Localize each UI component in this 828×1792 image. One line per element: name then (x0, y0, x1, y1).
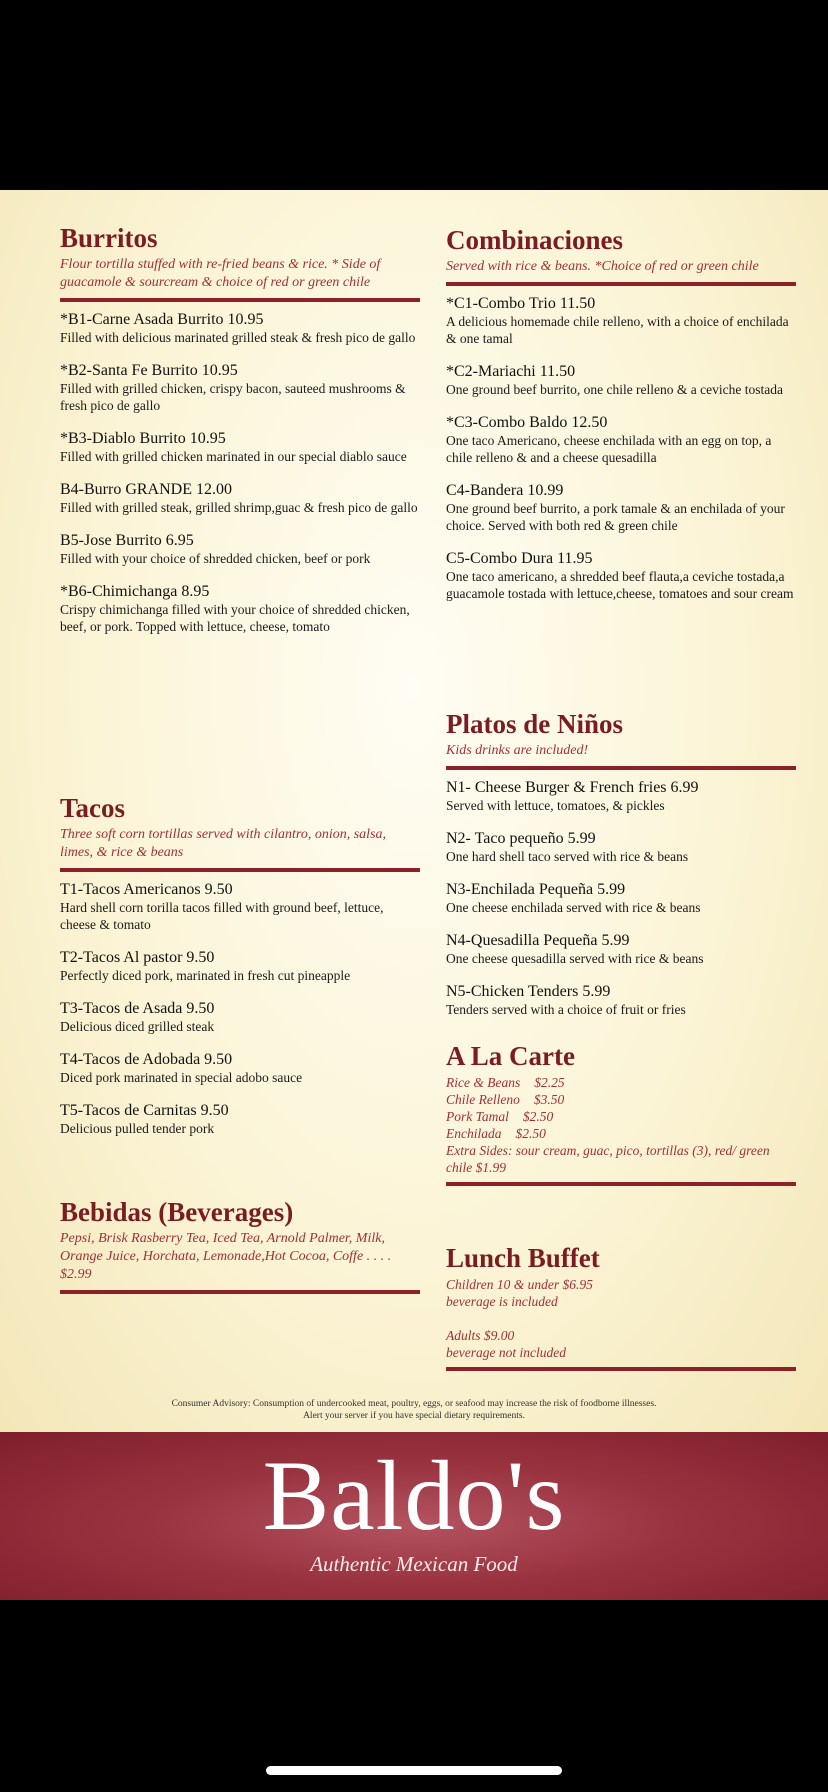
item-description: Filled with delicious marinated grilled steak & fresh pico de gallo (60, 330, 416, 345)
advisory-line: Consumer Advisory: Consumption of undercooked meat, poultry, eggs, or seafood may increase the risk of foodborne illnesses. (171, 1399, 657, 1409)
section-divider (446, 282, 796, 286)
ninos-items (446, 778, 796, 1018)
item-description: One hard shell taco served with rice & beans (446, 849, 689, 864)
item-price: 10.95 (201, 362, 238, 379)
section-divider (446, 1182, 796, 1186)
item-description: One cheese enchilada served with rice & beans (446, 900, 701, 915)
item-price: 9.50 (186, 949, 215, 966)
menu-item (60, 999, 420, 1035)
item-description: Delicious pulled tender pork (60, 1121, 215, 1136)
item-price: 10.95 (189, 430, 226, 447)
menu-item (446, 362, 796, 398)
menu-page (0, 190, 828, 1432)
item-name: *C1-Combo Trio (446, 295, 556, 312)
burritos-subtitle: Flour tortilla stuffed with re-fried beans & rice. * Side of guacamole & sourcream & choice of red or green chile (60, 257, 381, 290)
item-price: 12.50 (571, 414, 608, 431)
item-name: N1- Cheese Burger & French fries (446, 779, 667, 796)
alacarte-list (446, 1074, 796, 1176)
burritos-items (60, 310, 420, 635)
menu-item (446, 294, 796, 347)
item-name: T3-Tacos de Asada (60, 1000, 183, 1017)
alacarte-item (446, 1074, 796, 1091)
combinaciones-subtitle: Served with rice & beans. *Choice of red or green chile (446, 259, 759, 274)
item-name: Pork Tamal (446, 1109, 509, 1124)
item-name: N4-Quesadilla Pequeña (446, 932, 598, 949)
item-price: $2.25 (534, 1075, 565, 1090)
advisory-line: Alert your server if you have special dietary requirements. (303, 1411, 525, 1421)
item-price: $2.50 (515, 1126, 546, 1141)
burritos-section (60, 222, 420, 650)
item-name: *C2-Mariachi (446, 363, 536, 380)
menu-item (446, 880, 796, 916)
item-name: T2-Tacos Al pastor (60, 949, 183, 966)
menu-item (446, 931, 796, 967)
item-price: 9.50 (186, 1000, 215, 1017)
buffet-spacer (446, 1310, 796, 1327)
brand-tagline: Authentic Mexican Food (310, 1552, 518, 1576)
item-name: *B2-Santa Fe Burrito (60, 362, 198, 379)
item-name: N5-Chicken Tenders (446, 983, 579, 1000)
item-price: 11.50 (559, 295, 596, 312)
item-description: Filled with grilled steak, grilled shrimp,guac & fresh pico de gallo (60, 500, 418, 515)
menu-item (446, 982, 796, 1018)
alacarte-section (446, 1040, 796, 1186)
item-description: One cheese quesadilla served with rice & beans (446, 951, 704, 966)
menu-item (60, 531, 420, 567)
item-price: 5.99 (567, 830, 596, 847)
item-description: Diced pork marinated in special adobo sauce (60, 1070, 303, 1085)
buffet-children-note: beverage is included (446, 1294, 558, 1309)
menu-item (60, 1050, 420, 1086)
item-name: *B3-Diablo Burrito (60, 430, 186, 447)
item-description: Perfectly diced pork, marinated in fresh cut pineapple (60, 968, 351, 983)
item-price: 11.50 (539, 363, 576, 380)
menu-item (446, 829, 796, 865)
buffet-details (446, 1276, 796, 1361)
alacarte-item (446, 1091, 796, 1108)
item-description: One ground beef burrito, a pork tamale & an enchilada of your choice. Served with both red & green chile (446, 501, 785, 533)
bebidas-subtitle: Pepsi, Brisk Rasberry Tea, Iced Tea, Arnold Palmer, Milk, Orange Juice, Horchata, Lemonade,Hot Cocoa, Coffe . . . . $2.99 (60, 1231, 392, 1282)
menu-item (60, 310, 420, 346)
item-description: Served with lettuce, tomatoes, & pickles (446, 798, 665, 813)
item-description: Delicious diced grilled steak (60, 1019, 215, 1034)
item-description: Hard shell corn torilla tacos filled with ground beef, lettuce, cheese & tomato (60, 900, 384, 932)
item-name: C5-Combo Dura (446, 550, 554, 567)
item-name: *C3-Combo Baldo (446, 414, 568, 431)
section-divider (446, 766, 796, 770)
combinaciones-items (446, 294, 796, 602)
item-price: 6.99 (670, 779, 699, 796)
item-name: *B6-Chimichanga (60, 583, 178, 600)
buffet-children-price: Children 10 & under $6.95 (446, 1277, 593, 1292)
item-description: A delicious homemade chile relleno, with a choice of enchilada & one tamal (446, 314, 789, 346)
menu-item (446, 413, 796, 466)
item-name: T4-Tacos de Adobada (60, 1051, 201, 1068)
brand-banner (0, 1432, 828, 1600)
item-name: N3-Enchilada Pequeña (446, 881, 594, 898)
ninos-subtitle: Kids drinks are included! (446, 743, 589, 758)
menu-item (60, 582, 420, 635)
item-name: *B1-Carne Asada Burrito (60, 311, 224, 328)
item-name: Chile Relleno (446, 1092, 520, 1107)
burritos-title: Burritos (60, 223, 158, 253)
home-indicator[interactable] (266, 1766, 562, 1775)
tacos-items (60, 880, 420, 1137)
bebidas-title: Bebidas (Beverages) (60, 1197, 294, 1227)
menu-item (446, 481, 796, 534)
tacos-title: Tacos (60, 793, 126, 823)
section-divider (60, 298, 420, 302)
section-divider (446, 1367, 796, 1371)
item-price: 8.95 (181, 583, 210, 600)
item-name: T1-Tacos Americanos (60, 881, 201, 898)
item-name: T5-Tacos de Carnitas (60, 1102, 197, 1119)
item-price: 5.99 (582, 983, 611, 1000)
consumer-advisory (0, 1398, 828, 1422)
alacarte-item (446, 1125, 796, 1142)
item-price: 9.50 (200, 1102, 229, 1119)
item-price: 12.00 (196, 481, 232, 498)
item-name: N2- Taco pequeño (446, 830, 564, 847)
tacos-section (60, 792, 420, 1152)
alacarte-title: A La Carte (446, 1041, 575, 1071)
bebidas-section (60, 1196, 420, 1294)
item-name: B5-Jose Burrito (60, 532, 162, 549)
item-price: $3.50 (533, 1092, 565, 1107)
item-name: C4-Bandera (446, 482, 524, 499)
ninos-title: Platos de Niños (446, 709, 624, 739)
item-name: Rice & Beans (446, 1075, 521, 1090)
item-price: $2.50 (522, 1109, 554, 1124)
menu-item (60, 480, 420, 516)
tacos-subtitle: Three soft corn tortillas served with cilantro, onion, salsa, limes, & rice & beans (60, 827, 387, 860)
menu-item (60, 880, 420, 933)
item-description: One taco americano, a shredded beef flauta,a ceviche tostada,a guacamole tostada with lettuce,cheese, tomatoes and sour cream (446, 569, 794, 601)
item-price: 9.50 (204, 881, 233, 898)
section-divider (60, 1290, 420, 1294)
alacarte-extra-sides: Extra Sides: sour cream, guac, pico, tortillas (3), red/ green chile $1.99 (446, 1143, 770, 1175)
item-description: One ground beef burrito, one chile relleno & a ceviche tostada (446, 382, 783, 397)
alacarte-item (446, 1108, 796, 1125)
buffet-adults-note: beverage not included (446, 1345, 566, 1360)
item-name: Enchilada (446, 1126, 502, 1141)
buffet-adults-price: Adults $9.00 (446, 1328, 515, 1343)
buffet-title: Lunch Buffet (446, 1243, 600, 1273)
item-description: One taco Americano, cheese enchilada with an egg on top, a chile relleno & and a cheese quesadilla (446, 433, 772, 465)
item-price: 11.95 (557, 550, 593, 567)
combinaciones-title: Combinaciones (446, 225, 624, 255)
item-price: 5.99 (601, 932, 630, 949)
menu-item (60, 1101, 420, 1137)
menu-item (446, 549, 796, 602)
menu-item (446, 778, 796, 814)
item-price: 6.95 (165, 532, 194, 549)
item-price: 10.95 (227, 311, 264, 328)
section-divider (60, 868, 420, 872)
ninos-section (446, 708, 796, 1033)
item-price: 9.50 (204, 1051, 233, 1068)
item-description: Filled with your choice of shredded chicken, beef or pork (60, 551, 371, 566)
menu-item (60, 948, 420, 984)
brand-logo-text: Baldo's (262, 1440, 566, 1551)
combinaciones-section (446, 224, 796, 617)
item-description: Tenders served with a choice of fruit or fries (446, 1002, 686, 1017)
menu-item (60, 429, 420, 465)
item-price: 5.99 (597, 881, 626, 898)
item-description: Filled with grilled chicken, crispy bacon, sauteed mushrooms & fresh pico de gallo (60, 381, 406, 413)
buffet-section (446, 1242, 796, 1371)
item-price: 10.99 (527, 482, 564, 499)
item-description: Crispy chimichanga filled with your choice of shredded chicken, beef, or pork. Topped with lettuce, cheese, tomato (60, 602, 410, 634)
item-name: B4-Burro GRANDE (60, 481, 192, 498)
menu-item (60, 361, 420, 414)
item-description: Filled with grilled chicken marinated in our special diablo sauce (60, 449, 407, 464)
